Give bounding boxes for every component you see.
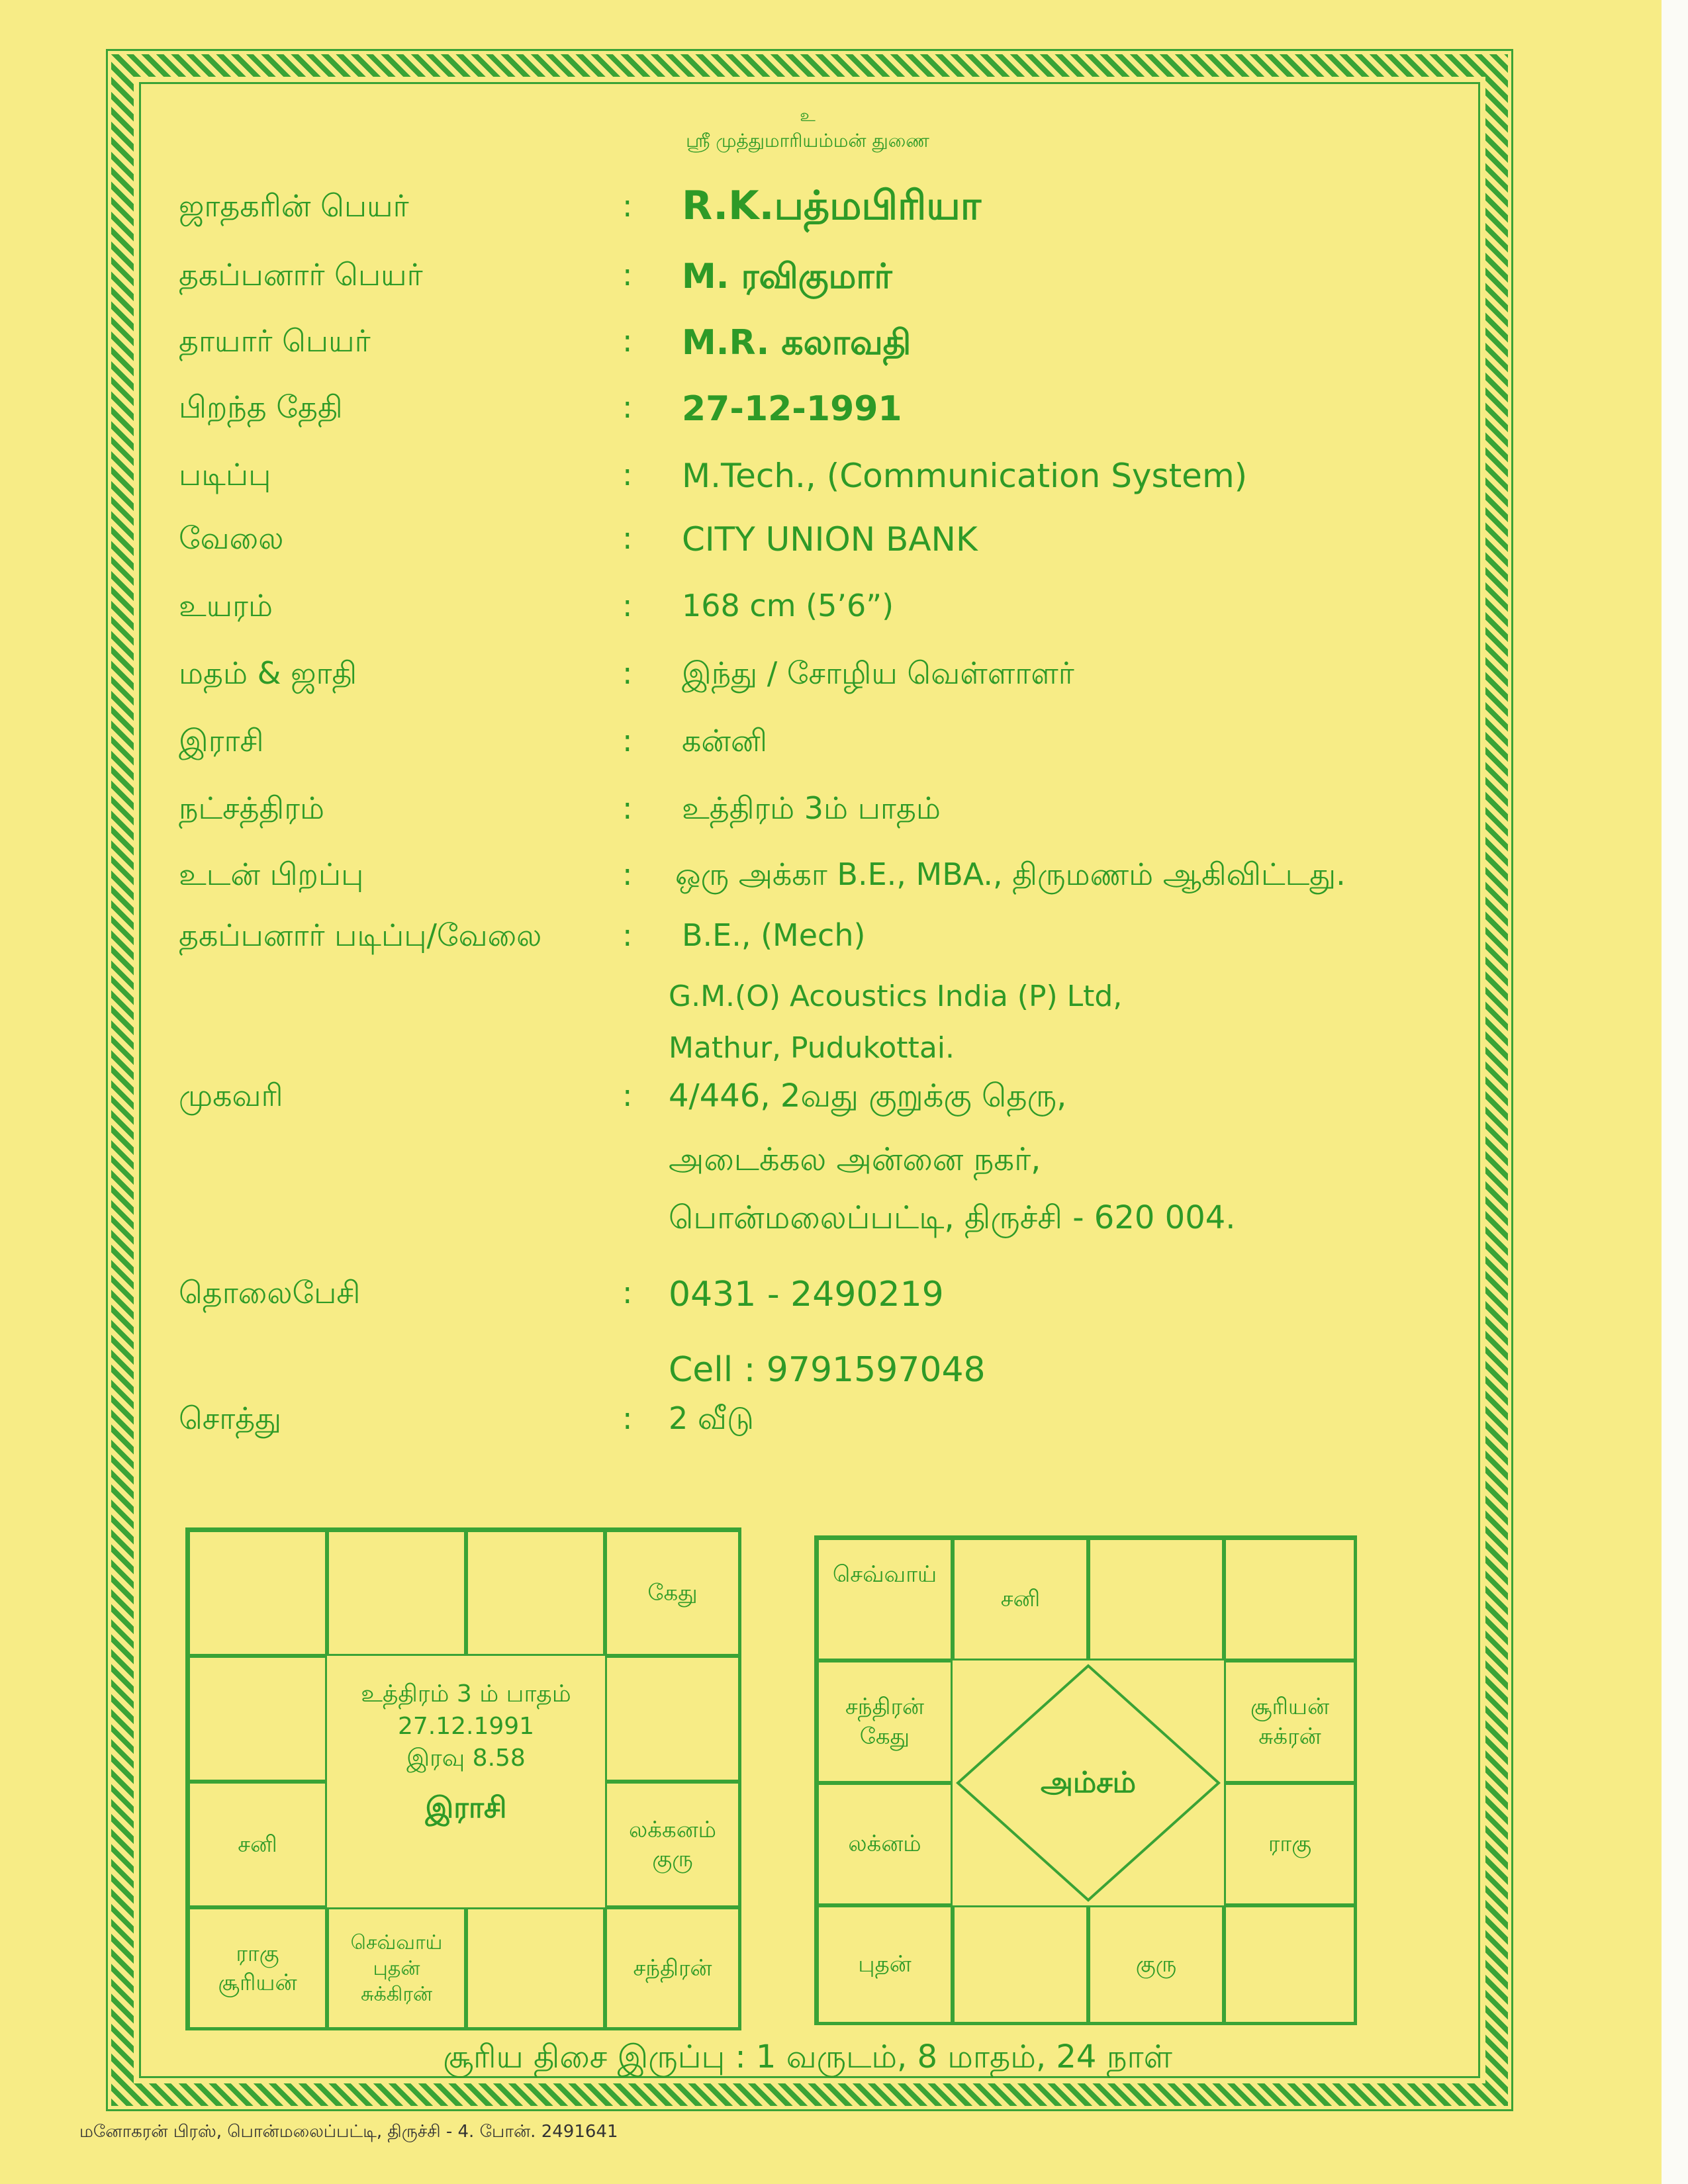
rasi-cell: செவ்வாய் புதன் சுக்கிரன் xyxy=(327,1907,466,2029)
field-value: உத்திரம் 3ம் பாதம் xyxy=(682,790,941,826)
amsam-cell xyxy=(953,1905,1088,2024)
colon: : xyxy=(622,1400,633,1436)
field-value: R.K.பத்மபிரியா xyxy=(682,183,982,229)
amsam-chart xyxy=(814,1535,1357,2025)
rasi-cell xyxy=(466,1530,605,1656)
rasi-cell: சனி xyxy=(188,1782,327,1907)
field-label: சொத்து xyxy=(179,1400,282,1436)
colon: : xyxy=(622,856,633,892)
rasi-cell: சந்திரன் xyxy=(605,1907,740,2029)
field-value: CITY UNION BANK xyxy=(682,520,978,559)
rasi-cell xyxy=(466,1907,605,2029)
colon: : xyxy=(622,790,633,826)
rasi-center xyxy=(327,1656,605,1907)
amsam-cell xyxy=(1224,1538,1356,1661)
field-value: 2 வீடு xyxy=(669,1400,754,1436)
field-label: இராசி xyxy=(179,723,264,758)
colon: : xyxy=(622,1077,633,1113)
colon: : xyxy=(622,917,633,953)
field-label: தகப்பனார் படிப்பு/வேலை xyxy=(179,917,542,953)
colon: : xyxy=(622,655,633,691)
colon: : xyxy=(622,520,633,556)
field-value: 168 cm (5’6”) xyxy=(682,588,894,623)
field-value: B.E., (Mech) xyxy=(682,917,866,953)
rasi-title: இராசி xyxy=(425,1790,507,1825)
colon: : xyxy=(622,457,633,492)
rasi-cell: கேது xyxy=(605,1530,740,1656)
amsam-center xyxy=(953,1661,1224,1905)
field-value: 4/446, 2வது குறுக்கு தெரு, xyxy=(669,1077,1067,1115)
field-value: 27-12-1991 xyxy=(682,389,902,429)
field-label: படிப்பு xyxy=(179,457,271,492)
father-job-line: Mathur, Pudukottai. xyxy=(669,1031,955,1065)
cell-phone: Cell : 9791597048 xyxy=(669,1350,986,1390)
rasi-star: உத்திரம் 3 ம் பாதம் xyxy=(361,1680,571,1707)
father-job-line: G.M.(O) Acoustics India (P) Ltd, xyxy=(669,979,1123,1013)
field-value: இந்து / சோழிய வெள்ளாளர் xyxy=(682,655,1074,691)
amsam-title: அம்சம் xyxy=(1040,1766,1137,1800)
field-value: 0431 - 2490219 xyxy=(669,1275,944,1314)
field-label: வேலை xyxy=(179,520,284,556)
rasi-cell: ராகு சூரியன் xyxy=(188,1907,327,2029)
colon: : xyxy=(622,323,633,359)
rasi-cell xyxy=(188,1530,327,1656)
field-value: M.R. கலாவதி xyxy=(682,323,912,363)
rasi-chart xyxy=(185,1527,741,2030)
amsam-cell xyxy=(1224,1905,1356,2024)
field-label: முகவரி xyxy=(179,1077,283,1113)
rasi-cell: லக்கனம் குரு xyxy=(605,1782,740,1907)
field-label: நட்சத்திரம் xyxy=(179,790,325,826)
amsam-cell: ராகு xyxy=(1224,1783,1356,1905)
field-label: உயரம் xyxy=(179,588,273,623)
amsam-cell xyxy=(1088,1538,1224,1661)
press-footer: மனோகரன் பிரஸ், பொன்மலைப்பட்டி, திருச்சி - 4. போன். 2491641 xyxy=(79,2122,618,2142)
field-label: தொலைபேசி xyxy=(179,1275,361,1310)
field-value: M.Tech., (Communication System) xyxy=(682,457,1248,495)
dasha-balance: சூரிய திசை இருப்பு : 1 வருடம், 8 மாதம், 24 நாள் xyxy=(443,2038,1172,2075)
rasi-cell xyxy=(188,1656,327,1782)
om-symbol: உ xyxy=(800,106,816,126)
rasi-date: 27.12.1991 xyxy=(397,1712,535,1740)
colon: : xyxy=(622,257,633,293)
amsam-cell: புதன் xyxy=(817,1905,953,2024)
address-line: அடைக்கல அன்னை நகர், xyxy=(669,1141,1041,1178)
amsam-cell: சூரியன் சுக்ரன் xyxy=(1224,1661,1356,1783)
amsam-cell: சந்திரன் கேது xyxy=(817,1661,953,1783)
rasi-cell xyxy=(605,1656,740,1782)
field-value: M. ரவிகுமார் xyxy=(682,257,892,296)
colon: : xyxy=(622,389,633,425)
address-line: பொன்மலைப்பட்டி, திருச்சி - 620 004. xyxy=(669,1199,1236,1236)
amsam-cell: லக்னம் xyxy=(817,1783,953,1905)
colon: : xyxy=(622,188,633,224)
field-label: தகப்பனார் பெயர் xyxy=(179,257,423,293)
colon: : xyxy=(622,1275,633,1310)
field-value: கன்னி xyxy=(682,723,768,758)
field-label: ஜாதகரின் பெயர் xyxy=(179,188,409,224)
field-label: மதம் & ஜாதி xyxy=(179,655,357,691)
rasi-time: இரவு 8.58 xyxy=(406,1745,526,1772)
amsam-cell: சனி xyxy=(953,1538,1088,1661)
paper-edge xyxy=(1662,0,1688,2184)
field-value: ஒரு அக்கா B.E., MBA., திருமணம் ஆகிவிட்டது. xyxy=(675,856,1346,892)
colon: : xyxy=(622,588,633,623)
rasi-cell xyxy=(327,1530,466,1656)
blessing-line: ஸ்ரீ முத்துமாரியம்மன் துணை xyxy=(686,130,929,152)
colon: : xyxy=(622,723,633,758)
amsam-cell: குரு xyxy=(1088,1905,1224,2024)
field-label: உடன் பிறப்பு xyxy=(179,856,364,892)
field-label: பிறந்த தேதி xyxy=(179,389,343,425)
field-label: தாயார் பெயர் xyxy=(179,323,371,359)
amsam-cell: செவ்வாய் xyxy=(817,1538,953,1661)
